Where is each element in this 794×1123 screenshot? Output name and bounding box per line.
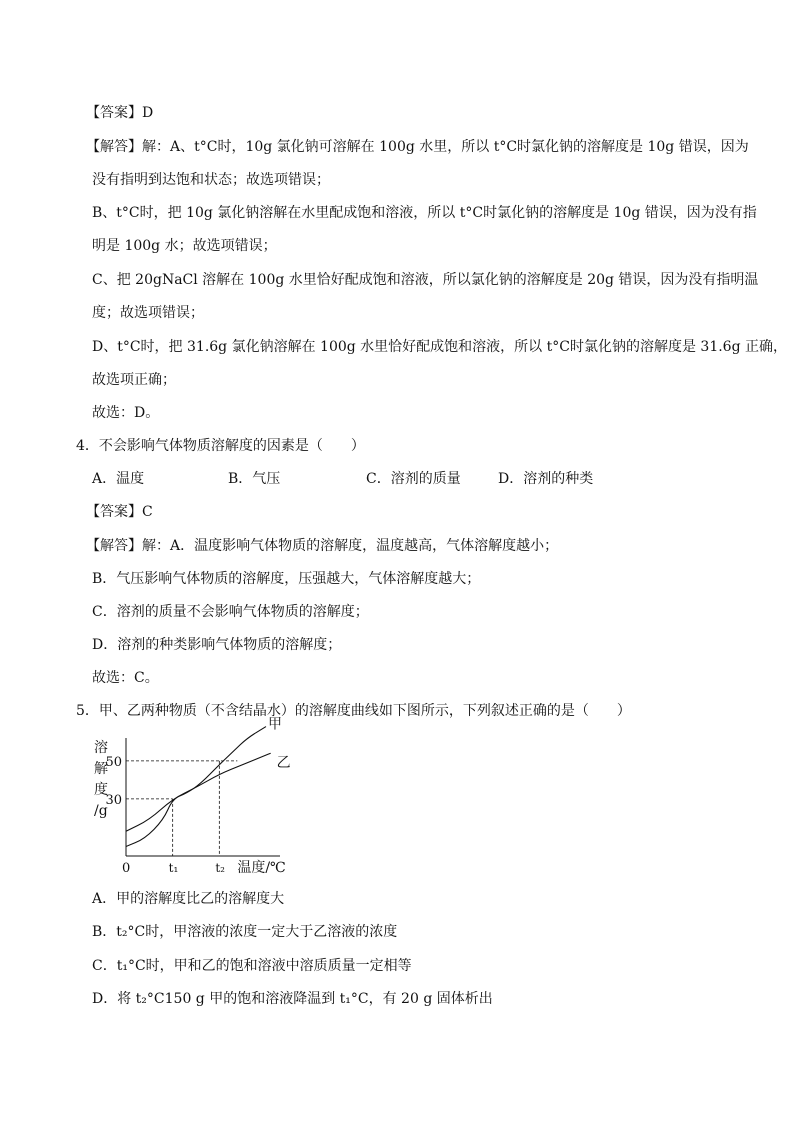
y-axis-label-part-4: /g xyxy=(94,803,108,819)
y-axis-label-part-2: 解 xyxy=(94,761,108,777)
q3-analysis-line-7: D、t°C时，把 31.6g 氯化钠溶解在 100g 水里恰好配成饱和溶液，所以 t°C时氯化钠的溶解度是 31.6g 正确， xyxy=(92,339,788,355)
q5-stem: 5．甲、乙两种物质（不含结晶水）的溶解度曲线如下图所示，下列叙述正确的是（ ） xyxy=(76,703,631,719)
q3-analysis-line-2: 没有指明到达饱和状态；故选项错误； xyxy=(92,172,330,188)
series-2-curve xyxy=(126,753,271,831)
q3-conclusion: 故选：D。 xyxy=(92,405,160,421)
q3-analysis-line-4: 明是 100g 水；故选项错误； xyxy=(92,238,277,254)
q4-conclusion: 故选：C。 xyxy=(92,670,159,686)
y-axis-label-part-1: 溶 xyxy=(94,740,108,756)
y-tick-label-30: 30 xyxy=(105,792,122,808)
q4-option-a: A．温度 xyxy=(92,471,145,487)
q4-option-d: D．溶剂的种类 xyxy=(498,471,594,487)
x-axis-label: 温度/℃ xyxy=(237,860,286,876)
series-2-label: 乙 xyxy=(276,755,291,772)
q4-stem: 4．不会影响气体物质溶解度的因素是（ ） xyxy=(76,438,365,454)
q4-analysis-line-2: B．气压影响气体物质的溶解度，压强越大，气体溶解度越大； xyxy=(92,571,481,587)
q3-analysis-line-5: C、把 20gNaCl 溶解在 100g 水里恰好配成饱和溶液，所以氯化钠的溶解度是 20g 错误，因为没有指明温 xyxy=(92,272,759,288)
series-1-curve xyxy=(126,727,266,847)
q3-analysis-line-1: 【解答】解：A、t°C时，10g 氯化钠可溶解在 100g 水里，所以 t°C时氯化钠的溶解度是 10g 错误，因为 xyxy=(86,139,749,155)
q4-answer: 【答案】C xyxy=(86,504,153,520)
q4-option-b: B．气压 xyxy=(228,471,281,487)
q5-option-a: A．甲的溶解度比乙的溶解度大 xyxy=(92,891,285,907)
q5-option-b: B．t₂°C时，甲溶液的浓度一定大于乙溶液的浓度 xyxy=(92,924,398,940)
q3-analysis-line-3: B、t°C时，把 10g 氯化钠溶解在水里配成饱和溶液，所以 t°C时氯化钠的溶解度是 10g 错误，因为没有指 xyxy=(92,205,757,221)
y-axis-label-part-3: 度 xyxy=(94,782,108,798)
y-tick-label-50: 50 xyxy=(105,754,122,770)
series-1-label: 甲 xyxy=(268,716,282,733)
q3-analysis-line-8: 故选项正确； xyxy=(92,372,176,388)
solubility-chart xyxy=(86,716,291,886)
q4-option-c: C．溶剂的质量 xyxy=(366,471,461,487)
q4-analysis-line-3: C．溶剂的质量不会影响气体物质的溶解度； xyxy=(92,604,369,620)
q5-option-d: D．将 t₂°C150 g 甲的饱和溶液降温到 t₁°C，有 20 g 固体析出 xyxy=(92,991,493,1007)
q5-option-c: C．t₁°C时，甲和乙的饱和溶液中溶质质量一定相等 xyxy=(92,958,412,974)
q3-answer: 【答案】D xyxy=(86,105,154,121)
x-tick-label-2: t₂ xyxy=(215,861,225,875)
x-tick-label-1: t₁ xyxy=(168,861,179,875)
origin-label: 0 xyxy=(122,861,131,876)
q4-analysis-line-4: D．溶剂的种类影响气体物质的溶解度； xyxy=(92,637,342,653)
q4-analysis-line-1: 【解答】解：A．温度影响气体物质的溶解度，温度越高，气体溶解度越小； xyxy=(86,538,559,554)
q3-analysis-line-6: 度；故选项错误； xyxy=(92,305,204,321)
